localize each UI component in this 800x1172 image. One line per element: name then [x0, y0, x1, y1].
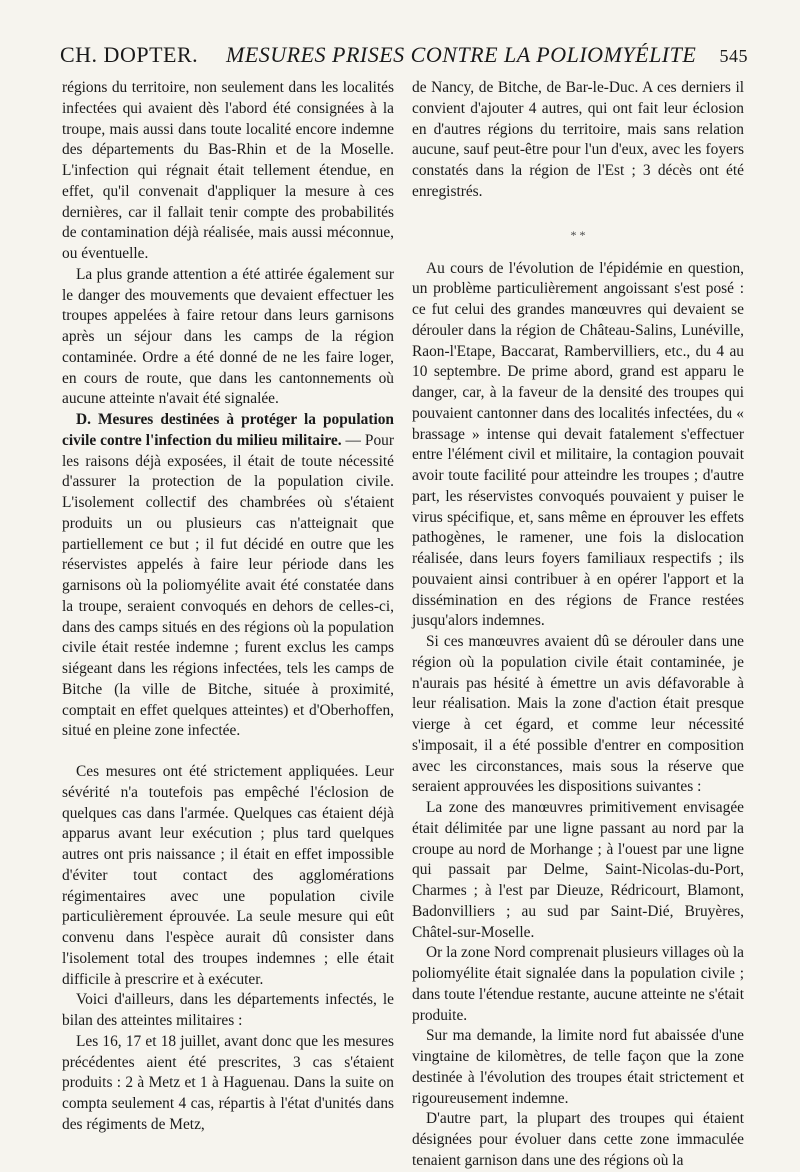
left-column [62, 78, 394, 1136]
section-heading: D. Mesures destinées à protéger la population civile contre l'infection du milieu militaire. [62, 411, 394, 449]
right-column [412, 78, 744, 1172]
page-number: 545 [719, 46, 748, 66]
paragraph: Ces mesures ont été strictement appliquées. Leur sévérité n'a toutefois pas empêché l'éclosion de quelques cas dans l'armée. Quelques cas étaient déjà apparus avant leur exécution ; plus tard quelques autres ont pris naissance ; il était en effet impossible d'éviter tout contact des agglomérations régimentaires avec une population civile particulièrement éprouvée. La seule mesure qui eût convenu dans l'espèce aurait dû consister dans l'isolement total des troupes indemnes ; elle était difficile à prescrire et à exécuter. [62, 763, 394, 988]
paragraph: Au cours de l'évolution de l'épidémie en question, un problème particulièrement angoissant s'est posé : ce fut celui des grandes manœuvres qui devaient se dérouler dans la région de Château-Salins, Lunéville, Raon-l'Etape, Baccarat, Rambervilliers, etc., du 4 au 10 septembre. De prime abord, grand est apparu le danger, car, à la faveur de la densité des troupes qui pouvaient cantonner dans des localités infectées, du « brassage » intense qui devait fatalement s'effectuer entre l'élément civil et militaire, la contagion pouvait avoir toute facilité pour atteindre les troupes ; d'autre part, les réservistes convoqués pouvaient y puiser le virus spécifique, et, sans même en éprouver les effets pathogènes, le ramener, une fois la dislocation réalisée, dans leurs foyers familiaux respectifs ; ils pouvaient ainsi contribuer à en opérer l'apport et la dissémination en des régions de France restées jusqu'alors indemnes. [412, 259, 744, 630]
paragraph: régions du territoire, non seulement dans les localités infectées qui avaient dès l'abord été consignées à la troupe, mais aussi dans toute localité encore indemne des départements du Bas-Rhin et de la Moselle. L'infection qui régnait était tellement étendue, en effet, qu'il convenait d'appliquer la mesure à ces dernières, car il fallait tenir compte des probabilités de contamination déjà réalisée, mais aussi méconnue, ou éventuelle. [62, 79, 394, 262]
header-title: MESURES PRISES CONTRE LA POLIOMYÉLITE [226, 42, 697, 67]
paragraph: de Nancy, de Bitche, de Bar-le-Duc. A ces derniers il convient d'ajouter 4 autres, qui ont fait leur éclosion en d'autres régions du territoire, mais sans relation aucune, sauf peut-être pour l'un d'eux, avec les foyers constatés dans la région de l'Est ; 3 décès ont été enregistrés. [412, 79, 744, 200]
paragraph: La plus grande attention a été attirée également sur le danger des mouvements que devaient effectuer les troupes appelées à faire retour dans leurs garnisons après un séjour dans les camps de la région contaminée. Ordre a été donné de ne les faire loger, en cours de route, que dans les cantonnements où aucune atteinte n'avait été signalée. [62, 265, 394, 408]
header-author: CH. DOPTER. [60, 42, 199, 67]
section-separator: * * [570, 227, 586, 242]
paragraph: Or la zone Nord comprenait plusieurs villages où la poliomyélite était signalée dans la population civile ; dans toute l'étendue restante, aucune atteinte ne s'était produite. [412, 944, 744, 1024]
paragraph: Sur ma demande, la limite nord fut abaissée d'une vingtaine de kilomètres, de telle façon que la zone destinée à l'évolution des troupes était strictement et rigoureusement indemne. [412, 1027, 744, 1107]
running-header [60, 38, 748, 78]
paragraph-section-d [62, 410, 394, 742]
paragraph: La zone des manœuvres primitivement envisagée était délimitée par une ligne passant au nord par la croupe au nord de Morhange ; à l'ouest par une ligne qui passait par Delme, Saint-Nicolas-du-Port, Charmes ; à l'est par Dieuze, Rédricourt, Blamont, Badonvilliers ; au sud par Saint-Dié, Bruyères, Châtel-sur-Moselle. [412, 799, 744, 941]
paragraph: Voici d'ailleurs, dans les départements infectés, le bilan des atteintes militaires : [62, 991, 394, 1029]
section-body: — Pour les raisons déjà exposées, il était de toute nécessité d'assurer la protection de la population civile. L'isolement collectif des chambrées où s'étaient produits un ou plusieurs cas n'atteignait que partiellement ce but ; il fut décidé en outre que les réservistes appelés à faire leur période dans les garnisons où la poliomyélite avait été constatée dans la troupe, seraient convoqués en dehors de celles-ci, dans des camps situés en des régions où la population civile était restée indemne ; furent exclus les camps siégeant dans les régions infectées, tels les camps de Bitche (la ville de Bitche, située à proximité, comptait en effet quelques atteintes) et d'Oberhoffen, situé en pleine zone infectée. [62, 431, 394, 740]
paragraph: Si ces manœuvres avaient dû se dérouler dans une région où la population civile était contaminée, je n'aurais pas hésité à émettre un avis défavorable à leur réalisation. Mais la zone d'action était presque vierge à cet égard, et comme leur nécessité s'imposait, il a été possible d'entrer en composition avec les circonstances, mais sous la réserve que seraient approuvées les dispositions suivantes : [412, 633, 744, 796]
paragraph: D'autre part, la plupart des troupes qui étaient désignées pour évoluer dans cette zone immaculée tenaient garnison dans une des régions où la [412, 1110, 744, 1169]
paragraph: Les 16, 17 et 18 juillet, avant donc que les mesures précédentes aient été prescrites, 3 cas s'étaient produits : 2 à Metz et 1 à Haguenau. Dans la suite on compta seulement 4 cas, répartis à l'état d'unités dans des régiments de Metz, [62, 1032, 394, 1133]
